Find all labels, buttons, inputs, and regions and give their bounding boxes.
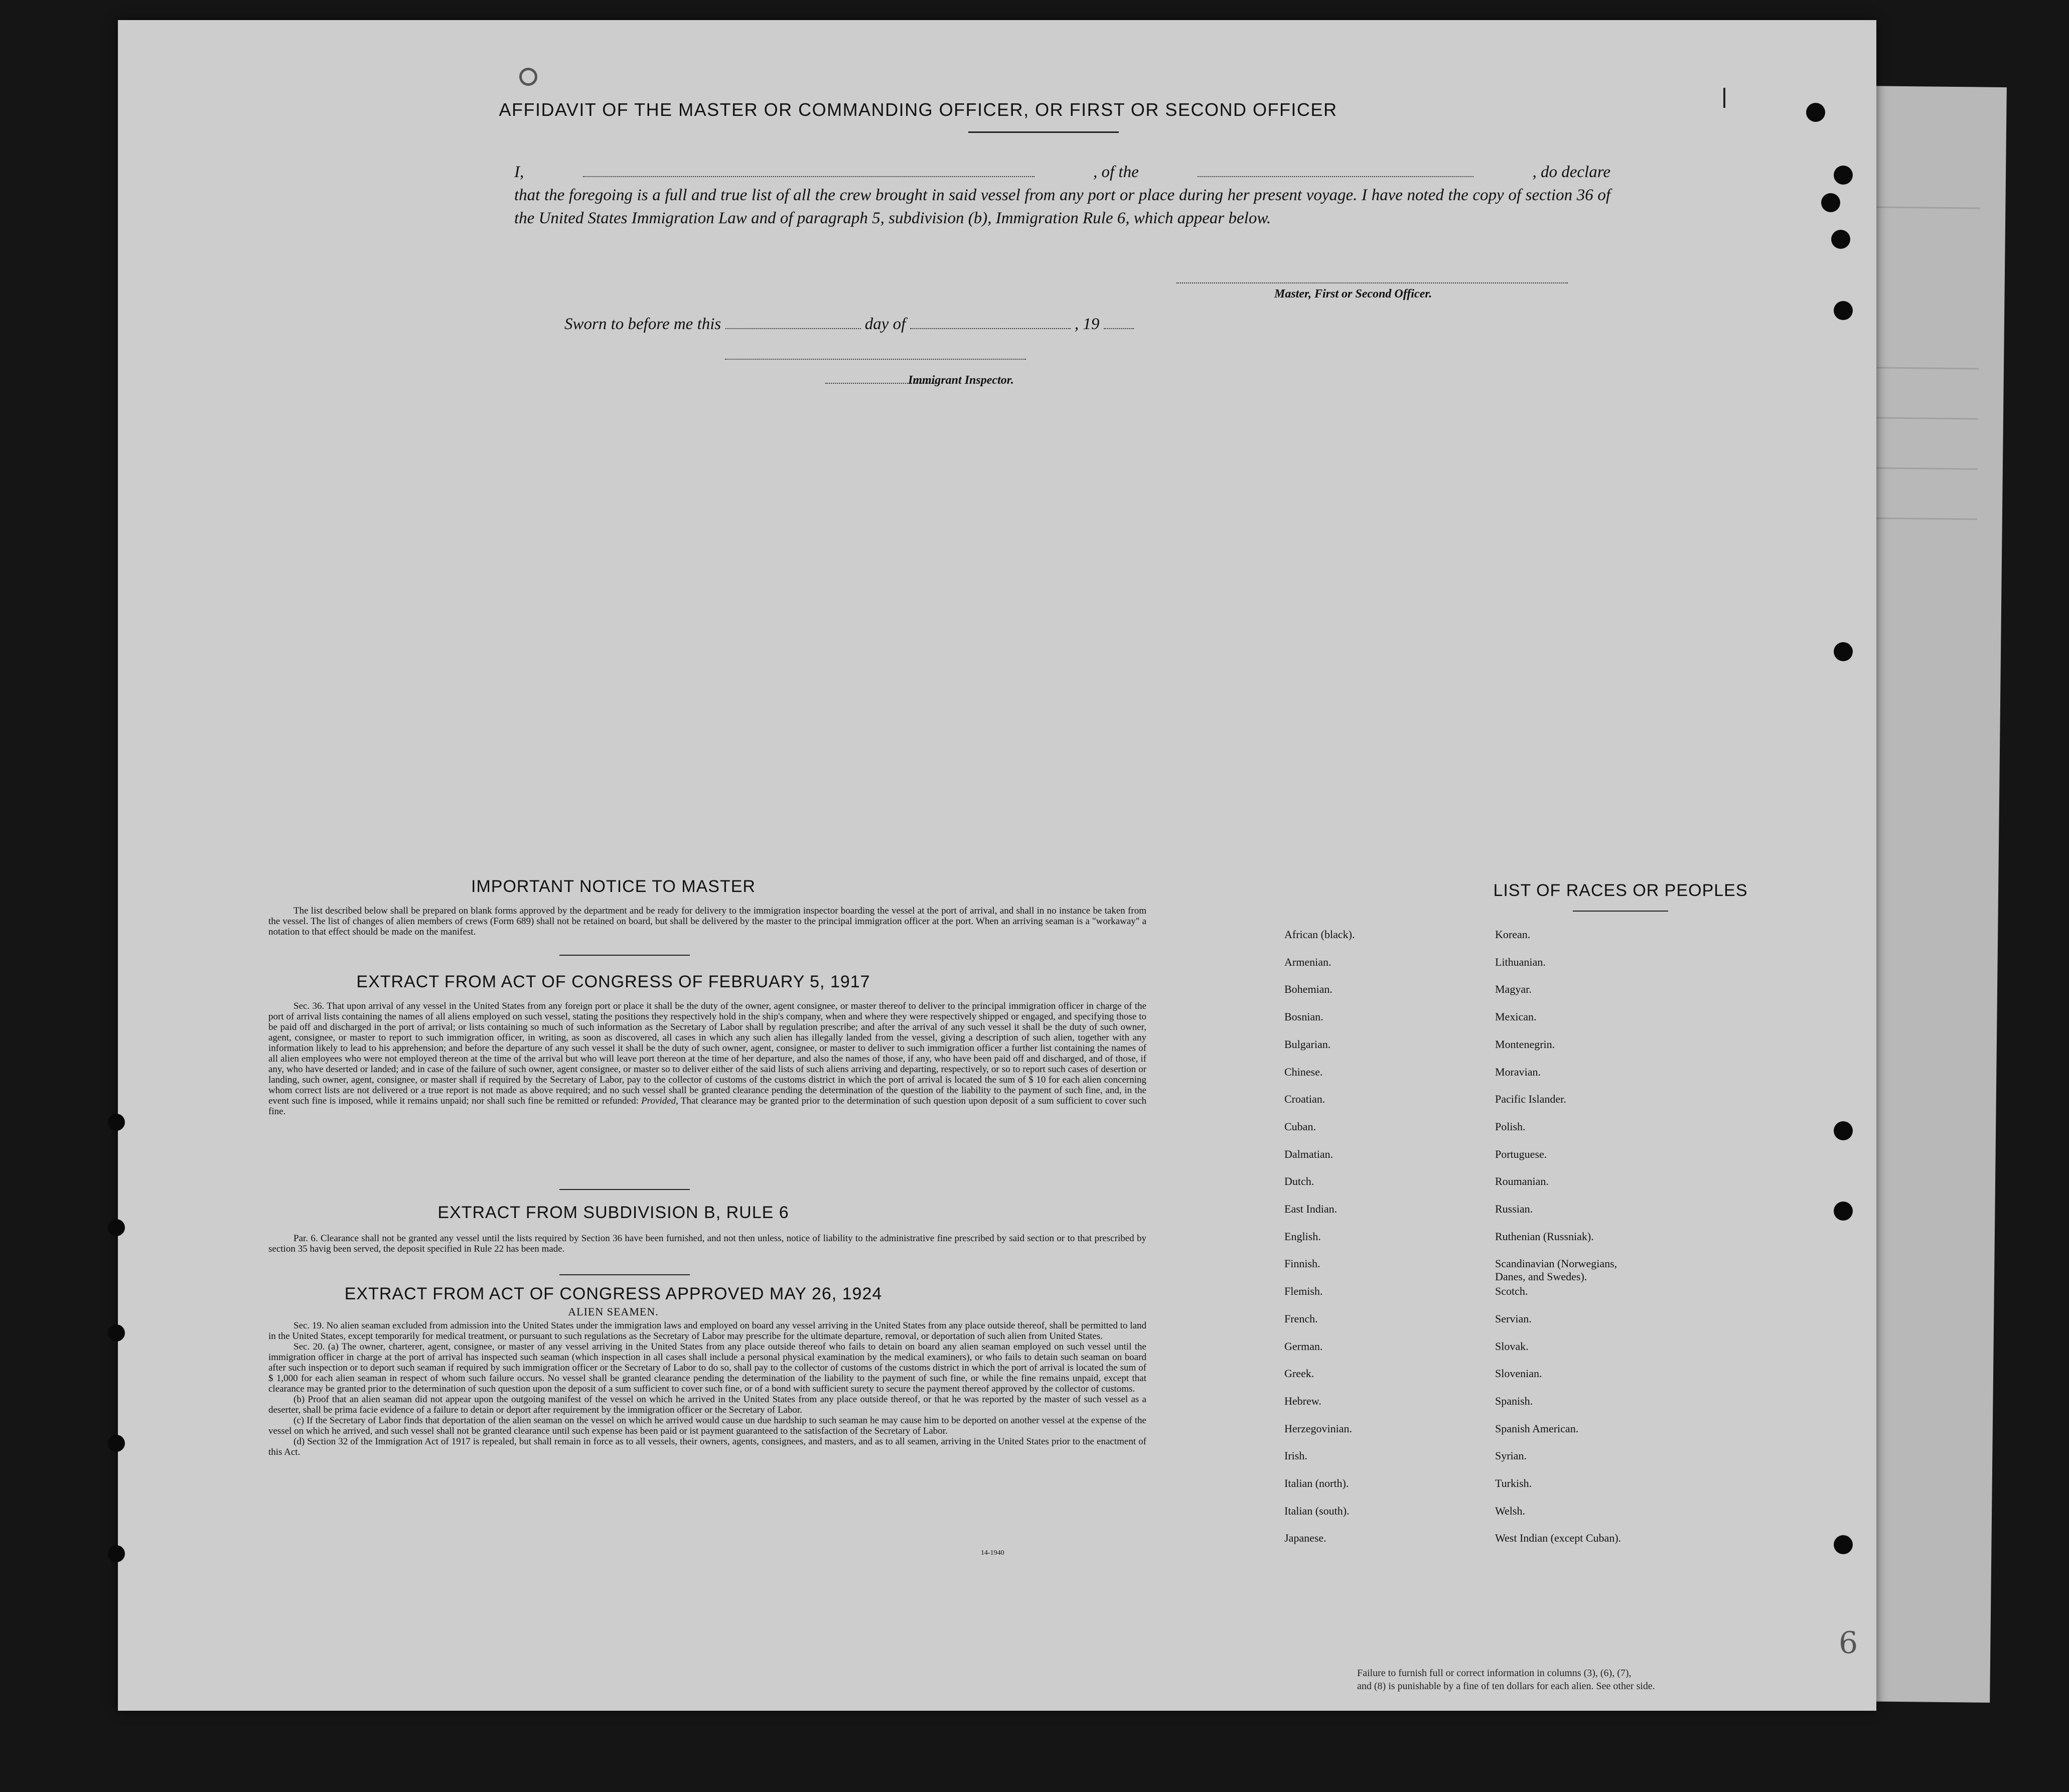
section-rule [559, 1189, 690, 1190]
affidavit-declaration [514, 161, 1610, 230]
extract-rule6-text [268, 1233, 1146, 1254]
race-item: Polish. [1495, 1120, 1526, 1133]
race-item: Russian. [1495, 1203, 1533, 1215]
note-line-2: and (8) is punishable by a fine of ten dollars for each alien. See other side. [1357, 1681, 1655, 1692]
small-ring-mark [519, 68, 537, 86]
vessel-blank[interactable] [1198, 164, 1473, 177]
punch-hole [1834, 301, 1853, 320]
race-item: Servian. [1495, 1312, 1532, 1325]
declaration-i: I, [514, 163, 524, 181]
sec20a-paragraph: Sec. 20. (a) The owner, charterer, agent, consignee, or master of any vessel arriving in the United States from any place outside thereof who fails to detain on board any alien seaman employed on such vessel until the immigration officer in charge at the port of arrival has inspected such seaman (which inspection in all cases shall include a personal physical examination by the medical examiners), or who fails to detain such seaman on board after such inspection or to deport such seaman if required by such immigration officer or the Secretary of Labor to do so, shall pay to the collector of customs of the customs district in which the port of arrival is located the sum of $ 1,000 for each alien seaman in respect of whom such failure occurs. No vessel shall be granted clearance pending the determination of the liability to the payment of such fine, or while the fine remains unpaid, except that clearance may be granted prior to the determination of such question upon the deposit of a sum sufficient to cover such fine, or of a bond with sufficient surety to secure the payment thereof approved by the collector of customs. [268, 1341, 1146, 1394]
race-item: Bosnian. [1284, 1010, 1323, 1023]
race-item: Pacific Islander. [1495, 1093, 1566, 1106]
race-item: Croatian. [1284, 1093, 1325, 1106]
punch-hole [1821, 193, 1840, 212]
races-title: LIST OF RACES OR PEOPLES [1493, 881, 1748, 900]
sec36-provided: Provided, [641, 1096, 678, 1106]
notice-paragraph: The list described below shall be prepared on blank forms approved by the department and be ready for delivery to the immigration inspector boarding the vessel at the port of arrival, and shall in no instance be taken from the vessel. The list of changes of alien members of crews (Form 689) shall not be retained on board, but shall be delivered by the master to the principal immigration officer at the port. When an arriving seaman is a "workaway" a notation to that effect should be made on the manifest. [268, 906, 1146, 937]
extract-rule6-title: EXTRACT FROM SUBDIVISION B, RULE 6 [437, 1203, 789, 1222]
race-item: Slovak. [1495, 1339, 1529, 1353]
race-item: Turkish. [1495, 1477, 1532, 1489]
race-item: Scotch. [1495, 1285, 1528, 1298]
sworn-text: Sworn to before me this [564, 315, 721, 333]
race-item: Magyar. [1495, 983, 1532, 996]
race-item: Roumanian. [1495, 1175, 1549, 1188]
race-item: Bohemian. [1284, 983, 1333, 996]
race-item: Welsh. [1495, 1504, 1525, 1517]
year-blank[interactable] [1104, 316, 1134, 329]
sec20c-paragraph: (c) If the Secretary of Labor finds that deportation of the alien seaman on the vessel on which he arrived would cause un due hardship to such seaman he may cause him to be deported on another vessel at the expense of the vessel on which he arrived, and such vessel shall not be granted clearance until such expense has been paid or ist payment guaranteed to the satisfaction of the Secretary of Labor. [268, 1415, 1146, 1436]
punch-hole [1806, 103, 1825, 122]
punch-hole [1834, 166, 1853, 185]
race-item: Ruthenian (Russniak). [1495, 1230, 1594, 1243]
edge-notch [108, 1435, 125, 1452]
section-rule [559, 955, 690, 956]
race-item: West Indian (except Cuban). [1495, 1532, 1621, 1545]
race-item: Montenegrin. [1495, 1037, 1555, 1051]
race-item: Cuban. [1284, 1120, 1316, 1133]
race-item: Slovenian. [1495, 1367, 1542, 1380]
sec20b-paragraph: (b) Proof that an alien seaman did not appear upon the outgoing manifest of the vessel on which he arrived in the United States from any place outside thereof, or that he was reported by the master of such vessel as a deserter, shall be prima facie evidence of a failure to detain or deport after requirement by the immigration officer or the Secretary of Labor. [268, 1394, 1146, 1415]
margin-pencil-mark: 6 [1839, 1625, 1858, 1661]
punch-hole [1831, 230, 1850, 249]
race-item: Italian (south). [1284, 1504, 1350, 1517]
race-item: Greek. [1284, 1367, 1314, 1380]
race-item: Moravian. [1495, 1065, 1541, 1078]
sec19-paragraph: Sec. 19. No alien seaman excluded from admission into the United States under the immigration laws and employed on board any vessel arriving in the United States from any place outside thereof, shall be permitted to land in the United States, except temporarily for medical treatment, or pursuant to such regulations as the Secretary of Labor may prescribe for the ultimate departure, removal, or deportation of such alien from United States. [268, 1320, 1146, 1341]
edge-notch [108, 1114, 125, 1131]
races-title-rule [1573, 911, 1668, 912]
race-item: Scandinavian (Norwegians, [1495, 1257, 1617, 1270]
extract-1924-subtitle: ALIEN SEAMEN. [568, 1305, 659, 1318]
race-item: Flemish. [1284, 1285, 1323, 1298]
punch-hole [1834, 1202, 1853, 1221]
sworn-day-of: day of [864, 315, 906, 333]
race-item: Finnish. [1284, 1257, 1320, 1270]
extract-1924-title: EXTRACT FROM ACT OF CONGRESS APPROVED MAY 26, 1924 [344, 1284, 882, 1303]
declaration-text: that the foregoing is a full and true list of all the crew brought in said vessel from any port or place during her present voyage. I have noted the copy of section 36 of the United States Immigration Law and of paragraph 5, subdivision (b), Immigration Rule 6, which appear below. [514, 186, 1610, 227]
race-item: Portuguese. [1495, 1147, 1547, 1160]
day-blank[interactable] [725, 316, 861, 329]
form-number: 14-1940 [981, 1549, 1004, 1557]
title-rule [968, 131, 1119, 133]
race-item: Syrian. [1495, 1449, 1527, 1462]
edge-notch [108, 1545, 125, 1562]
race-item: Herzegovinian. [1284, 1422, 1352, 1435]
punch-hole [1834, 1121, 1853, 1140]
notice-text [268, 906, 1146, 937]
extract-1924-text [268, 1320, 1146, 1457]
declaration-of-the: , of the [1093, 163, 1139, 181]
race-item: African (black). [1284, 928, 1355, 941]
officer-signature-label: Master, First or Second Officer. [1274, 287, 1432, 301]
race-item: Chinese. [1284, 1065, 1323, 1078]
sec36-text-end: That clearance may be granted prior to the determination of such question upon deposit of a sum sufficient to cover such fine. [268, 1096, 1146, 1117]
note-line-1: Failure to furnish full or correct information in columns (3), (6), (7), [1357, 1668, 1632, 1679]
race-item: Bulgarian. [1284, 1037, 1331, 1051]
race-item: Spanish. [1495, 1394, 1533, 1407]
affidavit-title: AFFIDAVIT OF THE MASTER OR COMMANDING OFFICER, OR FIRST OR SECOND OFFICER [499, 99, 1338, 120]
race-item: Lithuanian. [1495, 955, 1546, 968]
race-item: Italian (north). [1284, 1477, 1349, 1489]
race-item: Spanish American. [1495, 1422, 1579, 1435]
race-item: Dutch. [1284, 1175, 1314, 1188]
race-item: Irish. [1284, 1449, 1307, 1462]
race-item: French. [1284, 1312, 1318, 1325]
race-item: Japanese. [1284, 1532, 1326, 1545]
sworn-line [564, 315, 1134, 334]
race-item: Korean. [1495, 928, 1531, 941]
footer-note [1357, 1667, 1899, 1693]
extract-1917-text [268, 1001, 1146, 1117]
race-item: Armenian. [1284, 955, 1332, 968]
section-rule [559, 1274, 690, 1275]
race-item: Hebrew. [1284, 1394, 1321, 1407]
sec36-text: That upon arrival of any vessel in the United States from any foreign port or place it shall be the duty of the owner, agent consignee, or master thereof to deliver to the principal immigration officer in charge of the port of arrival lists containing the names of all aliens employed on such vessel, stating the positions they respectively hold in the ship's company, when and where they were respectively shipped or engaged, and specifying those to be paid off and discharged in the port of arrival; or lists containing so much of such information as the Secretary of Labor shall by regulation prescribe; and after the arrival of any such vessel it shall be the duty of such owner, agent, consignee, or master to report to such immigration officer, in writing, as soon as discovered, all cases in which any such alien has illegally landed from the vessel, giving a description of such alien, together with any information likely to lead to his apprehension; and before the departure of any such vessel it shall be the duty of such owner, agent, consignee, or master to deliver to such immigration officer a further list containing the names of all alien employees who were not employed thereon at the time of the arrival but who will leave port thereon at the time of her departure, and also the names of those, if any, who have been paid off and discharged, and of those, if any, who have deserted or landed; and in case of the failure of such owner, agent consignee, or master so to deliver either of the said lists of such aliens arriving and departing, respectively, or so to report such cases of desertion or landing, such owner, agent, consignee, or master shall if required by the Secretary of Labor, pay to the collector of customs of the customs district in which the port of arrival is located the sum of $ 10 for each alien concerning whom correct lists are not delivered or a true report is not made as above required; and no such vessel shall be granted clearance pending the determination of the question of the liability to the payment of such fine, and, in the event such fine is imposed, while it remains unpaid; nor shall such fine be remitted or refunded: [268, 1001, 1146, 1106]
affidavit-page [118, 20, 1876, 1711]
rule6-paragraph: Par. 6. Clearance shall not be granted any vessel until the lists required by Section 36 have been furnished, and not then unless, notice of liability to the administrative fine prescribed by said section or to that prescribed by section 35 havig been served, the deposit specified in Rule 22 has been made. [268, 1233, 1146, 1254]
month-blank[interactable] [910, 316, 1071, 329]
inspector-signature-line[interactable] [725, 359, 1026, 360]
declaration-do-declare: , do declare [1532, 163, 1610, 181]
officer-signature-line[interactable] [1176, 282, 1568, 283]
notice-title: IMPORTANT NOTICE TO MASTER [471, 877, 756, 896]
extract-1917-title: EXTRACT FROM ACT OF CONGRESS OF FEBRUARY 5, 1917 [356, 972, 870, 991]
name-blank[interactable] [583, 164, 1034, 177]
race-item: English. [1284, 1230, 1321, 1243]
edge-notch [108, 1324, 125, 1341]
race-item: Mexican. [1495, 1010, 1537, 1023]
inspector-signature-label: Immigrant Inspector. [908, 374, 1014, 387]
race-item: Dalmatian. [1284, 1147, 1334, 1160]
sec36-label: Sec. 36. [293, 1001, 325, 1011]
sec20d-paragraph: (d) Section 32 of the Immigration Act of 1917 is repealed, but shall remain in force as to all vessels, their owners, agents, consignees, and masters, and as to all seamen, arriving in the United States prior to the enactment of this Act. [268, 1436, 1146, 1457]
pencil-tick [1723, 88, 1725, 108]
race-item: East Indian. [1284, 1203, 1338, 1215]
sworn-year: , 19 [1074, 315, 1100, 333]
punch-hole [1834, 1535, 1853, 1554]
race-item: German. [1284, 1339, 1323, 1353]
punch-hole [1834, 642, 1853, 661]
race-item: Danes, and Swedes). [1495, 1270, 1587, 1283]
